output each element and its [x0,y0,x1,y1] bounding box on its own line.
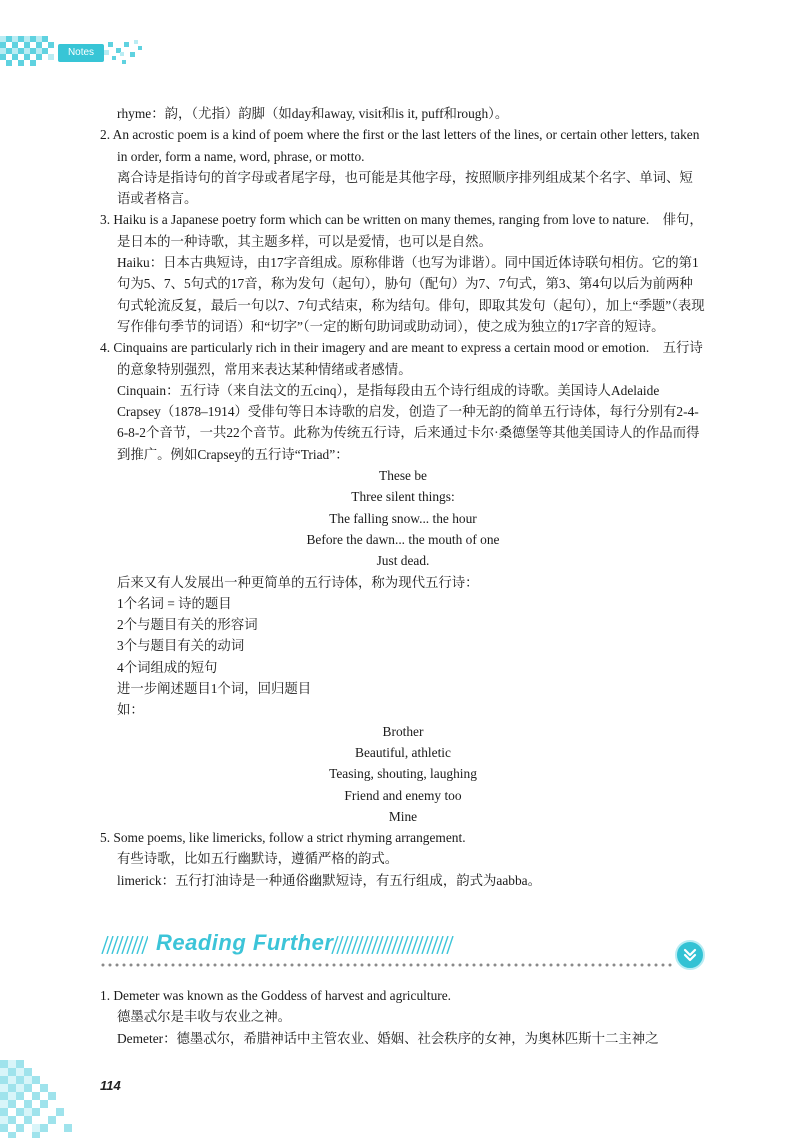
poem-line: Mine [388,808,418,824]
modern-rule: 2个与题目有关的形容词 [117,617,258,633]
modern-rule: 进一步阐述题目1个词，回归题目 [117,681,312,697]
dotted-divider [100,962,675,968]
note-4-chinese: Cinquain：五行诗（来自法文的五cinq），是指每段由五个诗行组成的诗歌。美国诗人Adelaide Crapsey（1878–1914）受俳句等日本诗歌的启发，创造了一种无韵的简单五行诗体，每行分别有2-4-6-8-2个音节，一共22个音节。此称为传统五行诗，后来通过卡尔·桑德堡等其他美国诗人的作品而得到推广。例如Crapsey的五行诗“Triad”： [117,382,700,462]
poem-line: Beautiful, athletic [355,744,451,760]
note-2-english: 2. An acrostic poem is a kind of poem where the first or the last letters of the lines, or certain other letters, taken in order, form a name, word, phrase, or motto. [100,127,700,164]
modern-rule: 3个与题目有关的动词 [117,638,245,654]
note-3-chinese: Haiku：日本古典短诗，由17字音组成。原称俳谐（也写为诽谐）。同中国近体诗联句相仿。它的第1句为5、7、5句式的17音，称为发句（起句），胁句（配句）为7、7句式，第3、第4句以后为前两种句式轮流反复，最后一句以7、7句式结束，称为结句。俳句，即取其发句（起句），加上“季题”（表现写作俳句季节的词语）和“切字”（一定的断句助词或助动词），使之成为独立的17字音的短诗。 [117,255,705,334]
triad-poem [100,465,706,571]
poem-line: Brother [382,723,424,739]
stripes-decoration [330,936,455,954]
note-rhyme: rhyme：韵，（尤指）韵脚（如day和away, visit和is it, puff和rough）。 [117,106,509,121]
poem-line: Teasing, shouting, laughing [329,766,477,782]
rf-item-1-chinese: 德墨忒尔是丰收与农业之神。 [117,1009,292,1025]
notes-body [100,103,706,891]
notes-tab-label: Notes [58,44,104,62]
rf-item-1-english: 1. Demeter was known as the Goddess of harvest and agriculture. [100,988,452,1003]
modern-cinquain-intro: 后来又有人发展出一种更简单的五行诗体，称为现代五行诗： [117,574,479,590]
reading-further-header [100,930,710,972]
note-5-definition: limerick：五行打油诗是一种通俗幽默短诗，有五行组成，韵式为aabba。 [117,872,541,888]
poem-line: Three silent things: [351,489,455,505]
poem-line: The falling snow... the hour [329,510,477,526]
note-5-english: 5. Some poems, like limericks, follow a strict rhyming arrangement. [100,830,466,846]
example-label: 如： [117,702,144,718]
reading-further-body [100,985,706,1049]
note-4-english: 4. Cinquains are particularly rich in their imagery and are meant to express a certain mood or emotion. 五行诗的意象特别强烈，常用来表达某种情绪或者感情。 [100,340,703,377]
poem-line: These be [379,468,427,484]
poem-line: Just dead. [376,553,430,569]
stripes-decoration [100,936,148,954]
brother-poem [100,721,706,827]
note-2-chinese: 离合诗是指诗句的首字母或者尾字母，也可能是其他字母，按照顺序排列组成某个名字、单词、短语或者格言。 [117,169,693,207]
bottom-checker-decoration [0,1060,96,1138]
modern-rule: 1个名词 = 诗的题目 [117,595,232,611]
page-number: 114 [100,1078,121,1093]
rf-item-1-definition: Demeter：德墨忒尔，希腊神话中主管农业、婚姻、社会秩序的女神，为奥林匹斯十二主神之 [117,1030,659,1046]
modern-rule: 4个词组成的短句 [117,659,218,675]
reading-further-title: Reading Further [156,930,334,955]
poem-line: Before the dawn... the mouth of one [306,531,500,547]
poem-line: Friend and enemy too [344,787,462,803]
note-5-chinese: 有些诗歌，比如五行幽默诗，遵循严格的韵式。 [117,851,399,867]
note-3-english: 3. Haiku is a Japanese poetry form which can be written on many themes, ranging from love to nature. 俳句，是日本的一种诗歌，其主题多样，可以是爱情，也可以是自然。 [100,212,703,249]
chevron-down-double-icon [675,940,705,970]
